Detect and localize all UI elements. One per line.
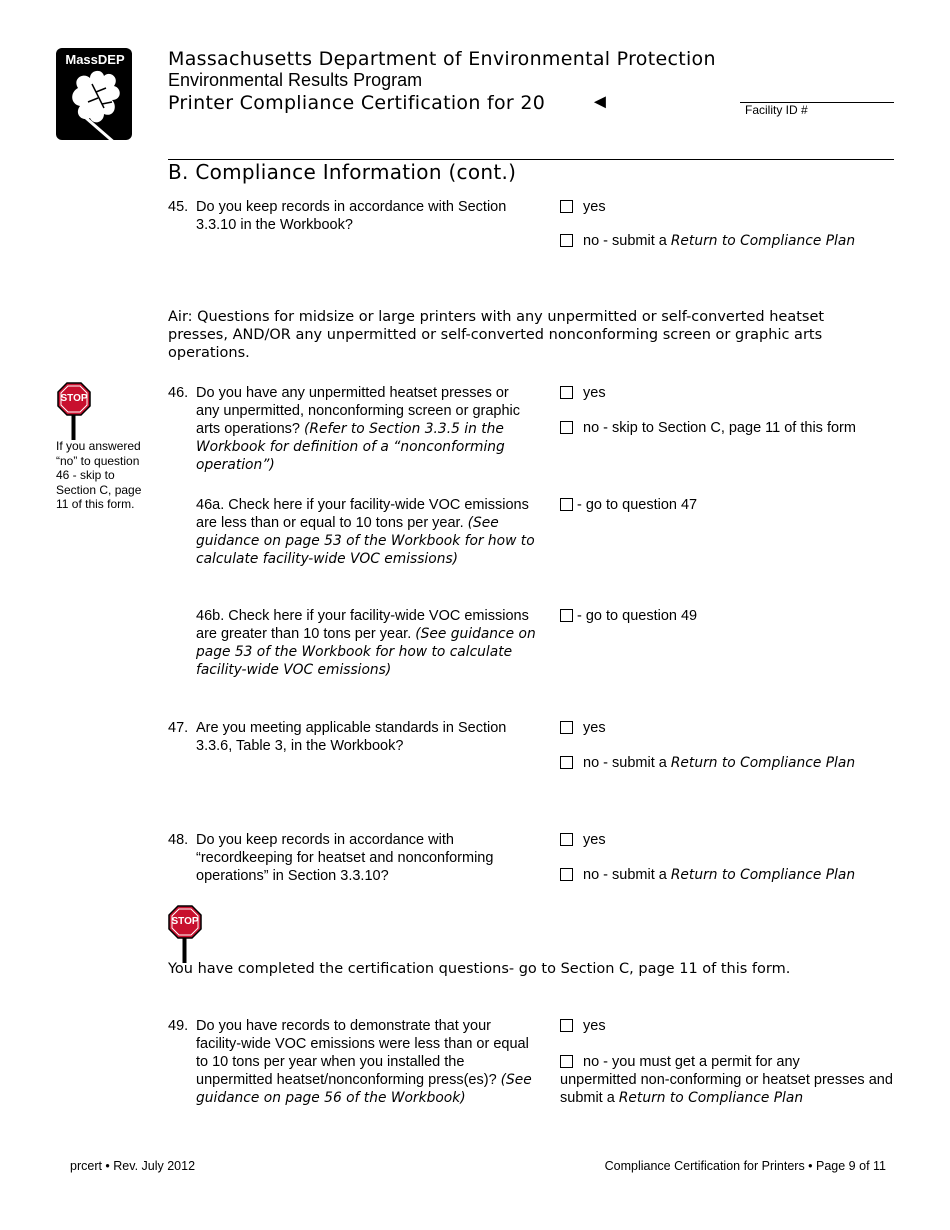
- question-47: [168, 719, 548, 759]
- logo-text: MassDEP: [65, 52, 125, 67]
- q47-no-checkbox[interactable]: [560, 756, 573, 769]
- stop-sign-icon: [56, 382, 92, 440]
- q45-no-checkbox[interactable]: [560, 234, 573, 247]
- option-italic: Return to Compliance Plan: [670, 867, 856, 883]
- footer-left: prcert • Rev. July 2012: [70, 1159, 196, 1173]
- stop-note: If you answered “no” to question 46 - skip to Section C, page 11 of this form.: [56, 439, 142, 511]
- q46b-option[interactable]: [560, 607, 697, 625]
- question-46: [168, 384, 548, 474]
- form-title: Printer Compliance Certification for 20: [168, 92, 546, 114]
- option-label: yes: [583, 720, 606, 736]
- agency-name: Massachusetts Department of Environmental Protection: [168, 48, 716, 70]
- q47-no-option[interactable]: [560, 754, 855, 772]
- massdep-logo: [56, 48, 134, 146]
- option-label: no - you must get a permit for any: [583, 1054, 800, 1070]
- question-number: 49.: [168, 1018, 189, 1034]
- question-text: Do you have records to demonstrate that your facility-wide VOC emissions were less than or equal to 10 tons per year when you installed the unpermitted heatset/nonconforming press(es)?: [196, 1018, 529, 1088]
- q49-no-option[interactable]: [560, 1053, 895, 1107]
- q48-yes-option[interactable]: [560, 831, 606, 849]
- question-italic: (See guidance on page 56 of the Workbook): [196, 1072, 532, 1106]
- question-text-wrap: [196, 384, 536, 474]
- question-italic: (Refer to Section 3.3.5 in the Workbook for definition of a “nonconforming operation”): [196, 421, 505, 473]
- option-italic: Return to Compliance Plan: [670, 755, 856, 771]
- air-intro: Air: Questions for midsize or large printers with any unpermitted or self-converted heatset presses, AND/OR any unpermitted or self-converted nonconforming screen or graphic arts operations.: [168, 309, 825, 361]
- q46-yes-option[interactable]: [560, 384, 606, 402]
- question-text: Do you keep records in accordance with “recordkeeping for heatset and nonconforming operations” in Section 3.3.10?: [196, 832, 494, 884]
- q46-no-checkbox[interactable]: [560, 421, 573, 434]
- option-label: no - submit a: [583, 867, 671, 883]
- question-49: [168, 1017, 548, 1112]
- option-label: yes: [583, 832, 606, 848]
- question-italic: (See guidance on page 53 of the Workbook for how to calculate facility-wide VOC emissions): [196, 626, 536, 678]
- option-italic: Return to Compliance Plan: [670, 233, 856, 249]
- option-label: yes: [583, 199, 606, 215]
- option-label: yes: [583, 385, 606, 401]
- question-46b: [196, 607, 536, 679]
- question-number: 46.: [168, 385, 189, 401]
- option-label: no - submit a: [583, 755, 671, 771]
- program-name: Environmental Results Program: [168, 70, 423, 90]
- q47-yes-option[interactable]: [560, 719, 606, 737]
- q46a-checkbox[interactable]: [560, 498, 573, 511]
- section-title: B. Compliance Information (cont.): [168, 160, 517, 184]
- question-text: 46b. Check here if your facility-wide VOC emissions are greater than 10 tons per year.: [196, 608, 529, 642]
- option-label: no - skip to Section C, page 11 of this form: [583, 420, 856, 436]
- question-48: [168, 831, 548, 891]
- question-text: Do you keep records in accordance with Section 3.3.10 in the Workbook?: [196, 199, 507, 233]
- option-label: no - submit a: [583, 233, 671, 249]
- q46b-checkbox[interactable]: [560, 609, 573, 622]
- q49-no-checkbox[interactable]: [560, 1055, 573, 1068]
- arrow-left-icon: ◄: [590, 91, 610, 113]
- q48-yes-checkbox[interactable]: [560, 833, 573, 846]
- question-italic: (See guidance on page 53 of the Workbook for how to calculate facility-wide VOC emissions): [196, 515, 535, 567]
- option-label: yes: [583, 1018, 606, 1034]
- stop-text: STOP: [171, 916, 199, 927]
- question-number: 45.: [168, 199, 189, 215]
- option-label: - go to question 47: [577, 497, 698, 513]
- option-italic: Return to Compliance Plan: [618, 1090, 804, 1106]
- q48-no-option[interactable]: [560, 866, 855, 884]
- q45-no-option[interactable]: [560, 232, 855, 250]
- question-text-wrap: [196, 1017, 536, 1107]
- q46a-option[interactable]: [560, 496, 697, 514]
- question-45: [168, 198, 548, 238]
- q45-yes-checkbox[interactable]: [560, 200, 573, 213]
- q45-yes-option[interactable]: [560, 198, 606, 216]
- q49-yes-option[interactable]: [560, 1017, 606, 1035]
- question-text: 46a. Check here if your facility-wide VOC emissions are less than or equal to 10 tons per year.: [196, 497, 529, 531]
- q46-yes-checkbox[interactable]: [560, 386, 573, 399]
- question-text: Do you have any unpermitted heatset presses or any unpermitted, nonconforming screen or graphic arts operations?: [196, 385, 521, 437]
- stop-sign-icon: [167, 905, 203, 963]
- q49-yes-checkbox[interactable]: [560, 1019, 573, 1032]
- option-label-cont: unpermitted non-conforming or heatset presses and submit a: [560, 1072, 893, 1106]
- question-46a: [196, 496, 536, 568]
- footer-right: Compliance Certification for Printers • Page 9 of 11: [604, 1159, 886, 1173]
- option-label: - go to question 49: [577, 608, 698, 624]
- facility-id-label: Facility ID #: [745, 103, 808, 117]
- question-number: 48.: [168, 832, 189, 848]
- q46-no-option[interactable]: [560, 419, 856, 437]
- q48-no-checkbox[interactable]: [560, 868, 573, 881]
- q47-yes-checkbox[interactable]: [560, 721, 573, 734]
- question-number: 47.: [168, 720, 189, 736]
- completed-note: You have completed the certification questions- go to Section C, page 11 of this form.: [168, 961, 791, 977]
- question-text: Are you meeting applicable standards in Section 3.3.6, Table 3, in the Workbook?: [196, 720, 507, 754]
- stop-text: STOP: [60, 393, 88, 404]
